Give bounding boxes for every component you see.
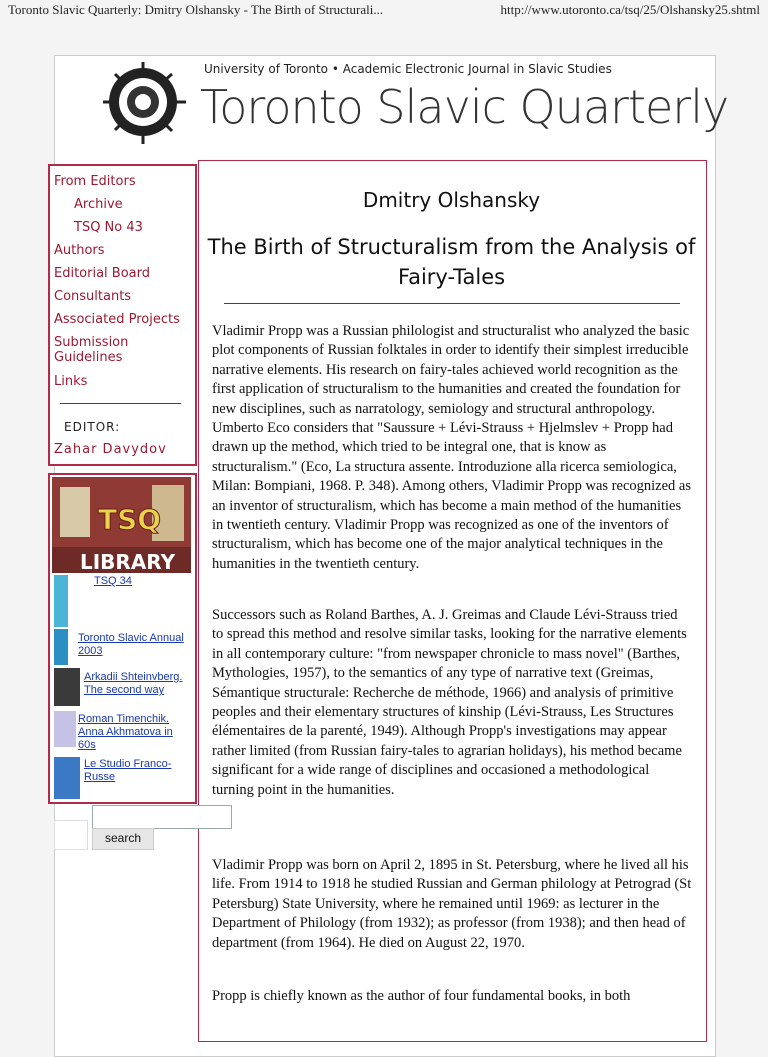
- browser-url: http://www.utoronto.ca/tsq/25/Olshansky25.shtml: [500, 2, 760, 17]
- article-paragraph-1: Vladimir Propp was a Russian philologist and structuralist who analyzed the basic plot components of Russian folktales in order to identify their simplest irreducible narrative elements. His research on fairy-tales achieved world recognition as the first application of structuralism to the humanities and created the foundation for new disciplines, such as narratology, semiology and structural anthropology. Umberto Eco considers that "Saussure + Lévi-Strauss + Hjelmslev + Propp had drawn up the method, which tried to be integral one, that is know as structuralism." (Eco, La structura assente. Introduzione alla ricerca semiologica, Milan: Bompiani, 1968. P. 348). Among others, Vladimir Propp was recognized as an inventor of structuralism, which has become a main method of the humanities in twentieth century. Vladimir Propp was recognized as one of the inventors of structuralism, which has become one of the major analytical techniques in the humanities in the twentieth century.: [212, 323, 691, 572]
- banner-tsq-text: TSQ: [98, 503, 162, 536]
- editor-label: EDITOR:: [64, 420, 121, 434]
- library-banner-icon: [52, 477, 191, 573]
- library-item-timenchik[interactable]: Roman Timenchik. Anna Akhmatova in 60s: [78, 713, 173, 751]
- article-title: The Birth of Structuralism from the Analysis of Fairy-Tales: [207, 235, 696, 289]
- sidebar-item-authors[interactable]: Authors: [54, 243, 105, 258]
- tsq-library-banner[interactable]: [52, 477, 191, 573]
- annual-2003-thumbnail[interactable]: [54, 629, 68, 665]
- sidebar-divider: [60, 403, 181, 404]
- search-logo-placeholder: [54, 820, 88, 850]
- sidebar-nav: [48, 164, 197, 466]
- sidebar-item-editorial-board[interactable]: Editorial Board: [54, 266, 151, 281]
- library-panel: [48, 473, 197, 804]
- editor-name[interactable]: Zahar Davydov: [54, 442, 167, 457]
- search-button[interactable]: search: [92, 828, 154, 850]
- tsq-34-thumbnail[interactable]: [54, 575, 68, 627]
- university-line: University of Toronto • Academic Electronic Journal in Slavic Studies: [204, 62, 612, 76]
- sidebar-item-links[interactable]: Links: [54, 374, 88, 389]
- journal-title: Toronto Slavic Quarterly: [200, 80, 729, 134]
- library-item-shteinvberg[interactable]: Arkadii Shteinvberg. The second way: [84, 671, 183, 696]
- article-paragraph-3: Vladimir Propp was born on April 2, 1895 in St. Petersburg, where he lived all his life. From 1914 to 1918 he studied Russian and German philology at Petrograd (St Petersburg) State University, where he remained until 1969: as lecturer in the Department of Philology (from 1932); as professor (from 1938); and then head of department (from 1964). He died on August 22, 1970.: [212, 857, 692, 951]
- banner-library-text: LIBRARY: [80, 550, 176, 573]
- library-item-studio-franco-russe[interactable]: Le Studio Franco-Russe: [84, 758, 172, 783]
- timenchik-thumbnail[interactable]: [54, 711, 76, 747]
- library-item-tsq-34[interactable]: TSQ 34: [94, 575, 132, 587]
- article-paragraph-2: Successors such as Roland Barthes, A. J. Greimas and Claude Lévi-Strauss tried to spread this method and resolve similar tasks, looking for the narrative elements in all contemporary culture: "from newspaper chronicle to mass novel" (Barthes, Mythologies, 1957), to the semantics of any type of narrative text (Greimas, Sémantique structurale: Recherche de méthode, 1966) and analysis of primitive peoples and their elementary structures of kinship (Lévi-Strauss, Les Structures élémentaires de la parenté, 1949). Although Propp's investigations may appear rather limited (from Russian fairy-tales to agrarian holidays), his method became significant for a wide range of disciplines and occasioned a methodological turning point in the humanities.: [212, 607, 687, 798]
- studio-franco-russe-thumbnail[interactable]: [54, 757, 80, 799]
- sidebar-item-archive[interactable]: Archive: [74, 197, 123, 212]
- browser-page-title: Toronto Slavic Quarterly: Dmitry Olshansky - The Birth of Structurali...: [8, 2, 384, 17]
- library-item-annual-2003[interactable]: Toronto Slavic Annual 2003: [78, 632, 184, 657]
- sidebar-item-submission-guidelines[interactable]: Submission Guidelines: [54, 335, 129, 365]
- search-input[interactable]: [92, 805, 232, 829]
- title-divider: [224, 303, 680, 304]
- article-author: Dmitry Olshansky: [362, 188, 541, 212]
- sidebar-item-associated-projects[interactable]: Associated Projects: [54, 312, 180, 327]
- sidebar-item-consultants[interactable]: Consultants: [54, 289, 132, 304]
- shteinvberg-thumbnail[interactable]: [54, 668, 80, 706]
- article-paragraph-4: Propp is chiefly known as the author of four fundamental books, in both: [212, 988, 631, 1004]
- sidebar-item-from-editors[interactable]: From Editors: [54, 174, 136, 189]
- journal-logo-icon: [88, 60, 198, 150]
- sidebar-item-tsq-no-43[interactable]: TSQ No 43: [74, 220, 143, 235]
